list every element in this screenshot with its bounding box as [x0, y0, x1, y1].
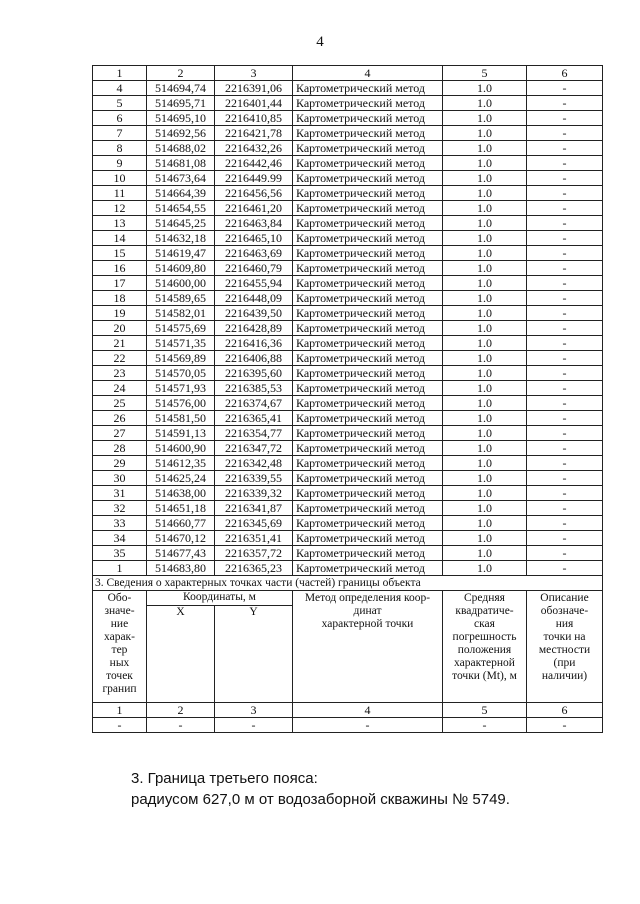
method-cell: Картометрический метод [293, 351, 443, 366]
accuracy-cell: 1.0 [443, 276, 527, 291]
table-row [93, 186, 603, 201]
x-coordinate-cell: 514695,10 [147, 111, 215, 126]
point-number-cell: 18 [93, 291, 147, 306]
accuracy-cell: 1.0 [443, 111, 527, 126]
header-x: X [147, 606, 215, 703]
x-coordinate-cell: 514695,71 [147, 96, 215, 111]
method-cell: Картометрический метод [293, 336, 443, 351]
accuracy-cell: 1.0 [443, 201, 527, 216]
table-row [93, 396, 603, 411]
method-cell: Картометрический метод [293, 546, 443, 561]
point-number-cell: 33 [93, 516, 147, 531]
table-row [93, 321, 603, 336]
description-cell: - [527, 441, 603, 456]
x-coordinate-cell: 514632,18 [147, 231, 215, 246]
description-cell: - [527, 231, 603, 246]
point-number-cell: 31 [93, 486, 147, 501]
footer-line-1: 3. Граница третьего пояса: [131, 770, 318, 787]
point-number-cell: 35 [93, 546, 147, 561]
method-cell: Картометрический метод [293, 231, 443, 246]
point-number-cell: 14 [93, 231, 147, 246]
method-cell: Картометрический метод [293, 186, 443, 201]
x-coordinate-cell: 514612,35 [147, 456, 215, 471]
header-number: 3 [215, 703, 293, 718]
method-cell: Картометрический метод [293, 366, 443, 381]
header-designation-text: Обо- значе- ние харак- тер ных точек гранип [102, 592, 137, 695]
accuracy-cell: 1.0 [443, 501, 527, 516]
description-cell: - [527, 246, 603, 261]
point-number-cell: 10 [93, 171, 147, 186]
description-cell: - [527, 96, 603, 111]
accuracy-cell: 1.0 [443, 81, 527, 96]
table-row [93, 471, 603, 486]
table-row [93, 141, 603, 156]
y-coordinate-cell: 2216374,67 [215, 396, 293, 411]
table-row [93, 531, 603, 546]
method-cell: Картометрический метод [293, 531, 443, 546]
point-number-cell: 25 [93, 396, 147, 411]
empty-cell: - [443, 718, 527, 733]
method-cell: Картометрический метод [293, 276, 443, 291]
description-cell: - [527, 201, 603, 216]
page-number: 4 [316, 34, 324, 50]
x-coordinate-cell: 514571,93 [147, 381, 215, 396]
description-cell: - [527, 156, 603, 171]
table-row [93, 111, 603, 126]
section-title-row [93, 576, 603, 591]
y-coordinate-cell: 2216456,56 [215, 186, 293, 201]
table-row [93, 441, 603, 456]
description-cell: - [527, 291, 603, 306]
x-coordinate-cell: 514645,25 [147, 216, 215, 231]
description-cell: - [527, 321, 603, 336]
empty-cell: - [215, 718, 293, 733]
x-coordinate-cell: 514619,47 [147, 246, 215, 261]
accuracy-cell: 1.0 [443, 426, 527, 441]
description-cell: - [527, 381, 603, 396]
point-number-cell: 16 [93, 261, 147, 276]
point-number-cell: 32 [93, 501, 147, 516]
y-coordinate-cell: 2216365,41 [215, 411, 293, 426]
y-coordinate-cell: 2216354,77 [215, 426, 293, 441]
point-number-cell: 11 [93, 186, 147, 201]
point-number-cell: 5 [93, 96, 147, 111]
table-row [93, 291, 603, 306]
table-row [93, 261, 603, 276]
description-cell: - [527, 141, 603, 156]
accuracy-cell: 1.0 [443, 156, 527, 171]
column-number: 5 [443, 66, 527, 81]
empty-cell: - [527, 718, 603, 733]
point-number-cell: 1 [93, 561, 147, 576]
y-coordinate-cell: 2216342,48 [215, 456, 293, 471]
method-cell: Картометрический метод [293, 111, 443, 126]
y-coordinate-cell: 2216345,69 [215, 516, 293, 531]
x-coordinate-cell: 514673,64 [147, 171, 215, 186]
method-cell: Картометрический метод [293, 261, 443, 276]
y-coordinate-cell: 2216365,23 [215, 561, 293, 576]
method-cell: Картометрический метод [293, 201, 443, 216]
accuracy-cell: 1.0 [443, 96, 527, 111]
description-cell: - [527, 411, 603, 426]
method-cell: Картометрический метод [293, 141, 443, 156]
x-coordinate-cell: 514625,24 [147, 471, 215, 486]
y-coordinate-cell: 2216347,72 [215, 441, 293, 456]
table-row [93, 171, 603, 186]
table-row [93, 246, 603, 261]
x-coordinate-cell: 514664,39 [147, 186, 215, 201]
y-coordinate-cell: 2216460,79 [215, 261, 293, 276]
header-accuracy [443, 591, 527, 703]
x-coordinate-cell: 514575,69 [147, 321, 215, 336]
y-coordinate-cell: 2216432,26 [215, 141, 293, 156]
x-coordinate-cell: 514638,00 [147, 486, 215, 501]
section-title: 3. Сведения о характерных точках части (частей) границы объекта [93, 576, 603, 591]
accuracy-cell: 1.0 [443, 171, 527, 186]
accuracy-cell: 1.0 [443, 336, 527, 351]
accuracy-cell: 1.0 [443, 516, 527, 531]
y-coordinate-cell: 2216351,41 [215, 531, 293, 546]
empty-cell: - [293, 718, 443, 733]
description-cell: - [527, 456, 603, 471]
footer-text [131, 768, 510, 810]
footer-line-2: радиусом 627,0 м от водозаборной скважины № 5749. [131, 791, 510, 808]
method-cell: Картометрический метод [293, 501, 443, 516]
point-number-cell: 20 [93, 321, 147, 336]
method-cell: Картометрический метод [293, 126, 443, 141]
point-number-cell: 6 [93, 111, 147, 126]
method-cell: Картометрический метод [293, 156, 443, 171]
x-coordinate-cell: 514600,90 [147, 441, 215, 456]
method-cell: Картометрический метод [293, 246, 443, 261]
table-row [93, 306, 603, 321]
table-row [93, 516, 603, 531]
point-number-cell: 4 [93, 81, 147, 96]
point-number-cell: 30 [93, 471, 147, 486]
point-number-cell: 22 [93, 351, 147, 366]
x-coordinate-cell: 514694,74 [147, 81, 215, 96]
header-number-row [93, 703, 603, 718]
accuracy-cell: 1.0 [443, 291, 527, 306]
x-coordinate-cell: 514670,12 [147, 531, 215, 546]
empty-cell: - [93, 718, 147, 733]
y-coordinate-cell: 2216455,94 [215, 276, 293, 291]
y-coordinate-cell: 2216401,44 [215, 96, 293, 111]
x-coordinate-cell: 514654,55 [147, 201, 215, 216]
accuracy-cell: 1.0 [443, 126, 527, 141]
point-number-cell: 13 [93, 216, 147, 231]
accuracy-cell: 1.0 [443, 546, 527, 561]
column-number: 6 [527, 66, 603, 81]
table-row [93, 426, 603, 441]
y-coordinate-cell: 2216385,53 [215, 381, 293, 396]
x-coordinate-cell: 514660,77 [147, 516, 215, 531]
table-row [93, 276, 603, 291]
accuracy-cell: 1.0 [443, 141, 527, 156]
table-row [93, 126, 603, 141]
column-number: 1 [93, 66, 147, 81]
x-coordinate-cell: 514681,08 [147, 156, 215, 171]
method-cell: Картометрический метод [293, 396, 443, 411]
column-number-row [93, 66, 603, 81]
description-cell: - [527, 531, 603, 546]
table-row [93, 336, 603, 351]
table-row [93, 411, 603, 426]
method-cell: Картометрический метод [293, 411, 443, 426]
header-accuracy-text: Средняя квадратиче- ская погрешность положения характерной точки (Mt), м [452, 592, 517, 682]
accuracy-cell: 1.0 [443, 246, 527, 261]
y-coordinate-cell: 2216395,60 [215, 366, 293, 381]
description-cell: - [527, 186, 603, 201]
empty-data-row [93, 718, 603, 733]
x-coordinate-cell: 514683,80 [147, 561, 215, 576]
description-cell: - [527, 486, 603, 501]
point-number-cell: 29 [93, 456, 147, 471]
description-cell: - [527, 516, 603, 531]
header-number: 5 [443, 703, 527, 718]
x-coordinate-cell: 514576,00 [147, 396, 215, 411]
accuracy-cell: 1.0 [443, 351, 527, 366]
x-coordinate-cell: 514651,18 [147, 501, 215, 516]
table-row [93, 381, 603, 396]
method-cell: Картометрический метод [293, 381, 443, 396]
accuracy-cell: 1.0 [443, 216, 527, 231]
point-number-cell: 24 [93, 381, 147, 396]
header-description [527, 591, 603, 703]
y-coordinate-cell: 2216339,32 [215, 486, 293, 501]
description-cell: - [527, 276, 603, 291]
point-number-cell: 23 [93, 366, 147, 381]
description-cell: - [527, 336, 603, 351]
accuracy-cell: 1.0 [443, 261, 527, 276]
x-coordinate-cell: 514571,35 [147, 336, 215, 351]
y-coordinate-cell: 2216410,85 [215, 111, 293, 126]
column-number: 2 [147, 66, 215, 81]
accuracy-cell: 1.0 [443, 471, 527, 486]
point-number-cell: 15 [93, 246, 147, 261]
table-row [93, 96, 603, 111]
y-coordinate-cell: 2216439,50 [215, 306, 293, 321]
table-row [93, 231, 603, 246]
method-cell: Картометрический метод [293, 306, 443, 321]
header-row [93, 591, 603, 606]
x-coordinate-cell: 514692,56 [147, 126, 215, 141]
method-cell: Картометрический метод [293, 471, 443, 486]
empty-cell: - [147, 718, 215, 733]
x-coordinate-cell: 514581,50 [147, 411, 215, 426]
y-coordinate-cell: 2216463,84 [215, 216, 293, 231]
method-cell: Картометрический метод [293, 456, 443, 471]
description-cell: - [527, 171, 603, 186]
description-cell: - [527, 351, 603, 366]
y-coordinate-cell: 2216463,69 [215, 246, 293, 261]
description-cell: - [527, 501, 603, 516]
y-coordinate-cell: 2216449.99 [215, 171, 293, 186]
table-row [93, 216, 603, 231]
table-row [93, 81, 603, 96]
y-coordinate-cell: 2216391,06 [215, 81, 293, 96]
table-row [93, 366, 603, 381]
point-number-cell: 27 [93, 426, 147, 441]
y-coordinate-cell: 2216416,36 [215, 336, 293, 351]
accuracy-cell: 1.0 [443, 381, 527, 396]
point-number-cell: 17 [93, 276, 147, 291]
description-cell: - [527, 426, 603, 441]
accuracy-cell: 1.0 [443, 231, 527, 246]
x-coordinate-cell: 514570,05 [147, 366, 215, 381]
y-coordinate-cell: 2216465,10 [215, 231, 293, 246]
method-cell: Картометрический метод [293, 216, 443, 231]
x-coordinate-cell: 514569,89 [147, 351, 215, 366]
point-number-cell: 9 [93, 156, 147, 171]
x-coordinate-cell: 514609,80 [147, 261, 215, 276]
description-cell: - [527, 396, 603, 411]
table-row [93, 201, 603, 216]
header-number: 1 [93, 703, 147, 718]
table-row [93, 351, 603, 366]
description-cell: - [527, 111, 603, 126]
method-cell: Картометрический метод [293, 321, 443, 336]
method-cell: Картометрический метод [293, 516, 443, 531]
method-cell: Картометрический метод [293, 291, 443, 306]
method-cell: Картометрический метод [293, 561, 443, 576]
accuracy-cell: 1.0 [443, 456, 527, 471]
table-row [93, 561, 603, 576]
x-coordinate-cell: 514582,01 [147, 306, 215, 321]
x-coordinate-cell: 514600,00 [147, 276, 215, 291]
accuracy-cell: 1.0 [443, 411, 527, 426]
header-number: 6 [527, 703, 603, 718]
header-method-text: Метод определения коор- динат характерной точки [304, 592, 431, 630]
x-coordinate-cell: 514688,02 [147, 141, 215, 156]
description-cell: - [527, 546, 603, 561]
x-coordinate-cell: 514589,65 [147, 291, 215, 306]
point-number-cell: 26 [93, 411, 147, 426]
y-coordinate-cell: 2216339,55 [215, 471, 293, 486]
coordinates-table [92, 65, 603, 733]
y-coordinate-cell: 2216448,09 [215, 291, 293, 306]
description-cell: - [527, 306, 603, 321]
description-cell: - [527, 561, 603, 576]
y-coordinate-cell: 2216442,46 [215, 156, 293, 171]
accuracy-cell: 1.0 [443, 441, 527, 456]
description-cell: - [527, 216, 603, 231]
y-coordinate-cell: 2216461,20 [215, 201, 293, 216]
method-cell: Картометрический метод [293, 96, 443, 111]
method-cell: Картометрический метод [293, 441, 443, 456]
accuracy-cell: 1.0 [443, 321, 527, 336]
x-coordinate-cell: 514591,13 [147, 426, 215, 441]
y-coordinate-cell: 2216421,78 [215, 126, 293, 141]
header-number: 2 [147, 703, 215, 718]
description-cell: - [527, 471, 603, 486]
table-row [93, 501, 603, 516]
y-coordinate-cell: 2216428,89 [215, 321, 293, 336]
table-row [93, 546, 603, 561]
point-number-cell: 34 [93, 531, 147, 546]
description-cell: - [527, 126, 603, 141]
accuracy-cell: 1.0 [443, 366, 527, 381]
point-number-cell: 12 [93, 201, 147, 216]
point-number-cell: 28 [93, 441, 147, 456]
description-cell: - [527, 261, 603, 276]
y-coordinate-cell: 2216357,72 [215, 546, 293, 561]
header-y: Y [215, 606, 293, 703]
point-number-cell: 21 [93, 336, 147, 351]
header-description-text: Описание обозначе- ния точки на местности (при наличии) [538, 592, 591, 682]
y-coordinate-cell: 2216406,88 [215, 351, 293, 366]
column-number: 4 [293, 66, 443, 81]
table-row [93, 456, 603, 471]
accuracy-cell: 1.0 [443, 186, 527, 201]
accuracy-cell: 1.0 [443, 561, 527, 576]
table-row [93, 486, 603, 501]
table-row [93, 156, 603, 171]
method-cell: Картометрический метод [293, 486, 443, 501]
header-number: 4 [293, 703, 443, 718]
accuracy-cell: 1.0 [443, 531, 527, 546]
point-number-cell: 8 [93, 141, 147, 156]
accuracy-cell: 1.0 [443, 306, 527, 321]
header-coordinates: Координаты, м [147, 591, 293, 606]
accuracy-cell: 1.0 [443, 396, 527, 411]
y-coordinate-cell: 2216341,87 [215, 501, 293, 516]
method-cell: Картометрический метод [293, 81, 443, 96]
point-number-cell: 19 [93, 306, 147, 321]
description-cell: - [527, 81, 603, 96]
header-designation [93, 591, 147, 703]
description-cell: - [527, 366, 603, 381]
column-number: 3 [215, 66, 293, 81]
point-number-cell: 7 [93, 126, 147, 141]
method-cell: Картометрический метод [293, 171, 443, 186]
accuracy-cell: 1.0 [443, 486, 527, 501]
method-cell: Картометрический метод [293, 426, 443, 441]
x-coordinate-cell: 514677,43 [147, 546, 215, 561]
header-method [293, 591, 443, 703]
